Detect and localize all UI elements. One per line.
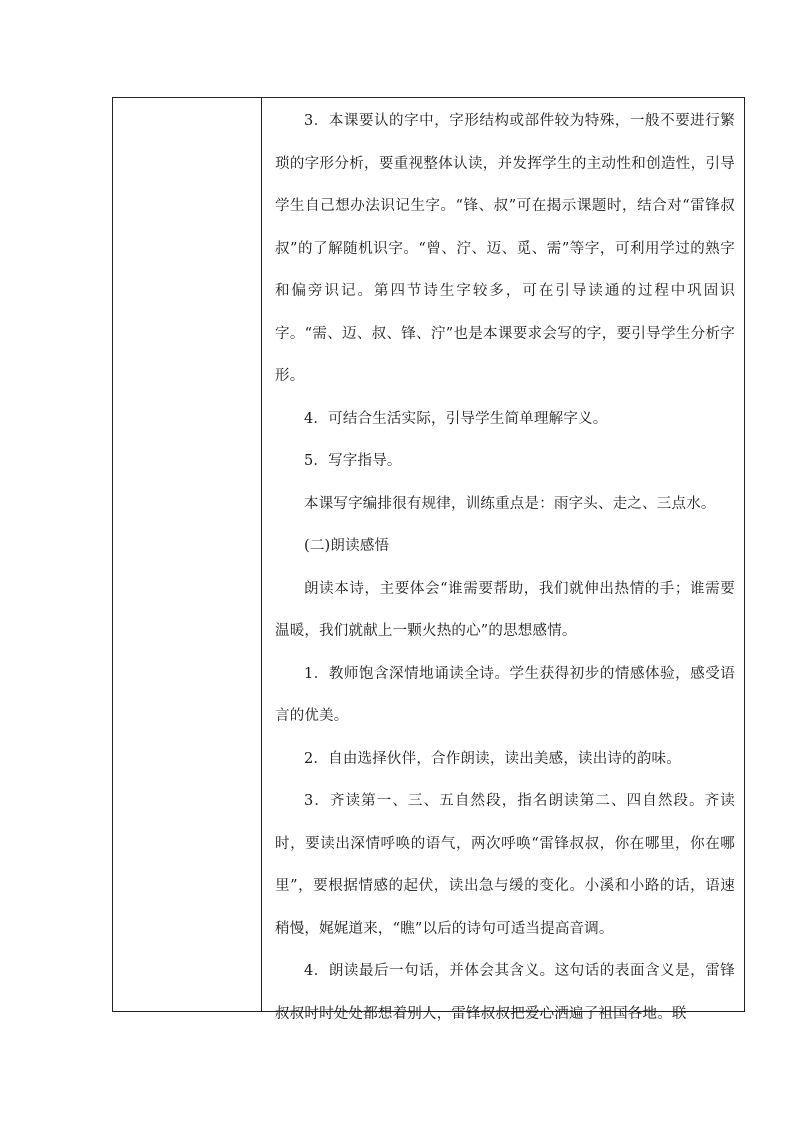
- table-left-column: [113, 98, 262, 1011]
- table-content-column: [262, 98, 744, 1022]
- paragraph-recognize-characters: 3．本课要认的字中，字形结构或部件较为特殊，一般不要进行繁琐的字形分析，要重视整体认读，并发挥学生的主动性和创造性，引导学生自己想办法识记生字。“锋、叔”可在揭示课题时，结合对“雷锋叔叔”的了解随机识字。“曾、泞、迈、觅、需”等字，可利用学过的熟字和偏旁识记。第四节诗生字较多，可在引导读通的过程中巩固识字。“需、迈、叔、锋、泞”也是本课要求会写的字，要引导学生分析字形。: [275, 113, 735, 384]
- paragraph-reading-intro: 朗读本诗，主要体会“谁需要帮助，我们就伸出热情的手；谁需要温暖，我们就献上一颗火热的心”的思想感情。: [275, 580, 735, 639]
- paragraph-partner-reading: 2．自由选择伙伴，合作朗读，读出美感，读出诗的韵味。: [304, 750, 681, 767]
- paragraph-last-sentence: 4．朗读最后一句话，并体会其含义。这句话的表面含义是，雷锋叔叔时时处处都想着别人，雷锋叔叔把爱心洒遍了祖国各地。联: [275, 963, 735, 1022]
- paragraph-group-reading: 3．齐读第一、三、五自然段，指名朗读第二、四自然段。齐读时，要读出深情呼唤的语气，两次呼唤“雷锋叔叔，你在哪里，你在哪里”，要根据情感的起伏，读出急与缓的变化。小溪和小路的话，语速稍慢，娓娓道来，“瞧”以后的诗句可适当提高音调。: [275, 793, 735, 937]
- paragraph-writing-guidance: 5．写字指导。: [304, 453, 402, 469]
- paragraph-understand-meaning: 4．可结合生活实际，引导学生简单理解字义。: [304, 410, 608, 427]
- lesson-table: [112, 97, 745, 1022]
- section-heading-reading: (二)朗读感悟: [304, 538, 390, 554]
- paragraph-writing-focus: 本课写字编排很有规律，训练重点是：雨字头、走之、三点水。: [304, 495, 716, 512]
- paragraph-teacher-reading: 1．教师饱含深情地诵读全诗。学生获得初步的情感体验，感受语言的优美。: [275, 665, 735, 724]
